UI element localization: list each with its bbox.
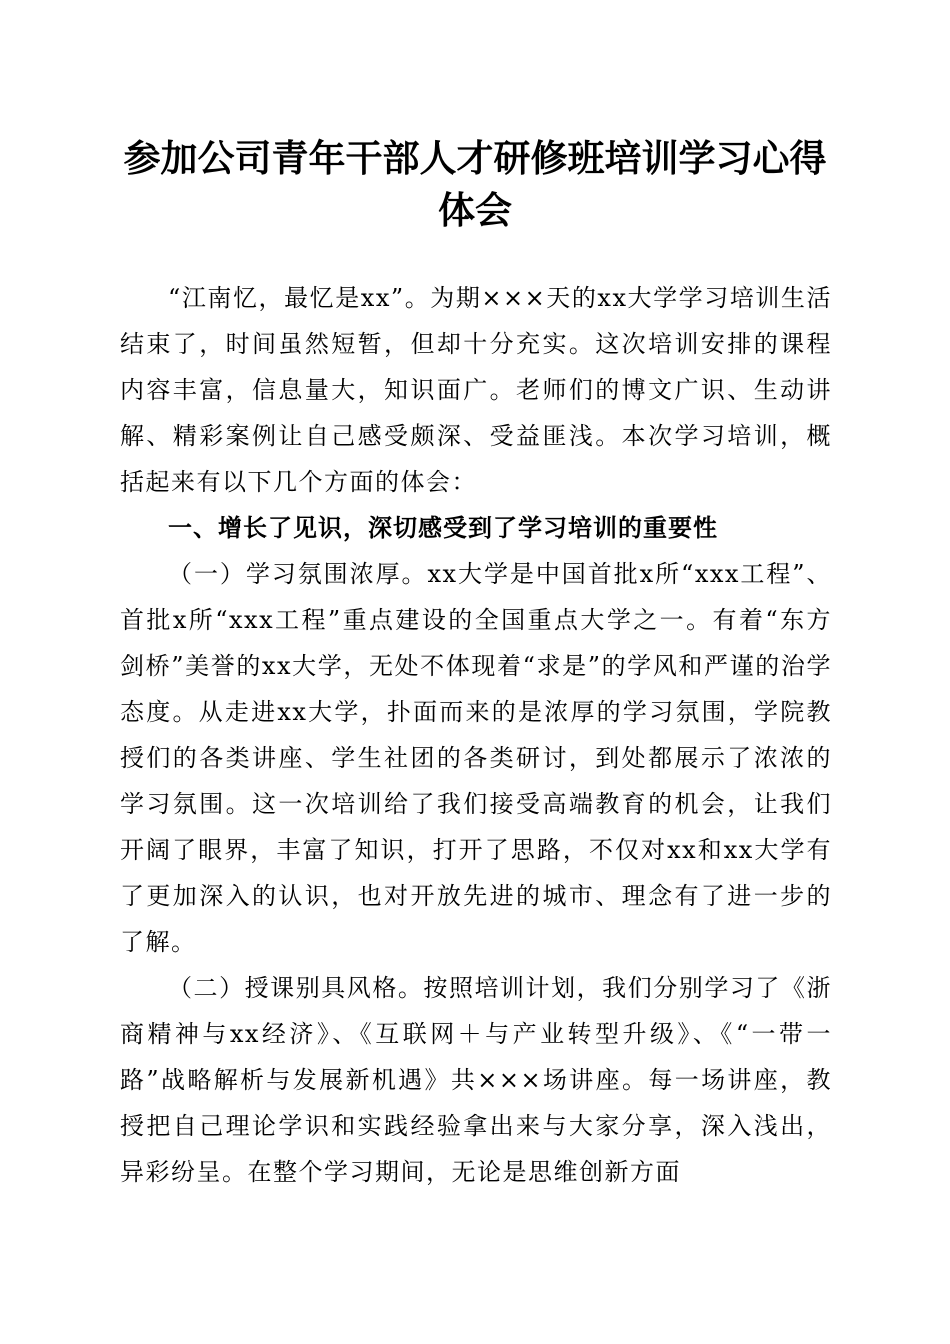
intro-paragraph: “江南忆，最忆是xx”。为期×××天的xx大学学习培训生活结束了，时间虽然短暂，但却十分充实。这次培训安排的课程内容丰富，信息量大，知识面广。老师们的博文广识、生动讲解、精彩案例让自己感受颇深、受益匪浅。本次学习培训，概括起来有以下几个方面的体会： <box>120 284 832 496</box>
section-1-paragraph-1: （一）学习氛围浓厚。xx大学是中国首批x所“xxx工程”、首批x所“xxx工程”重点建设的全国重点大学之一。有着“东方剑桥”美誉的xx大学，无处不体现着“求是”的学风和严谨的治学态度。从走进xx大学，扑面而来的是浓厚的学习氛围，学院教授们的各类讲座、学生社团的各类研讨，到处都展示了浓浓的学习氛围。这一次培训给了我们接受高端教育的机会，让我们开阔了眼界，丰富了知识，打开了思路，不仅对xx和xx大学有了更加深入的认识，也对开放先进的城市、理念有了进一步的了解。 <box>120 560 832 956</box>
document-title: 参加公司青年干部人才研修班培训学习心得体会 <box>123 136 827 232</box>
section-1-paragraph-2: （二）授课别具风格。按照培训计划，我们分别学习了《浙商精神与xx经济》、《互联网＋与产业转型升级》、《“一带一路”战略解析与发展新机遇》共×××场讲座。每一场讲座，教授把自己理论学识和实践经验拿出来与大家分享，深入浅出，异彩纷呈。在整个学习期间，无论是思维创新方面 <box>120 974 832 1186</box>
section-heading-1: 一、增长了见识，深切感受到了学习培训的重要性 <box>168 514 718 542</box>
document-body <box>120 275 832 1195</box>
